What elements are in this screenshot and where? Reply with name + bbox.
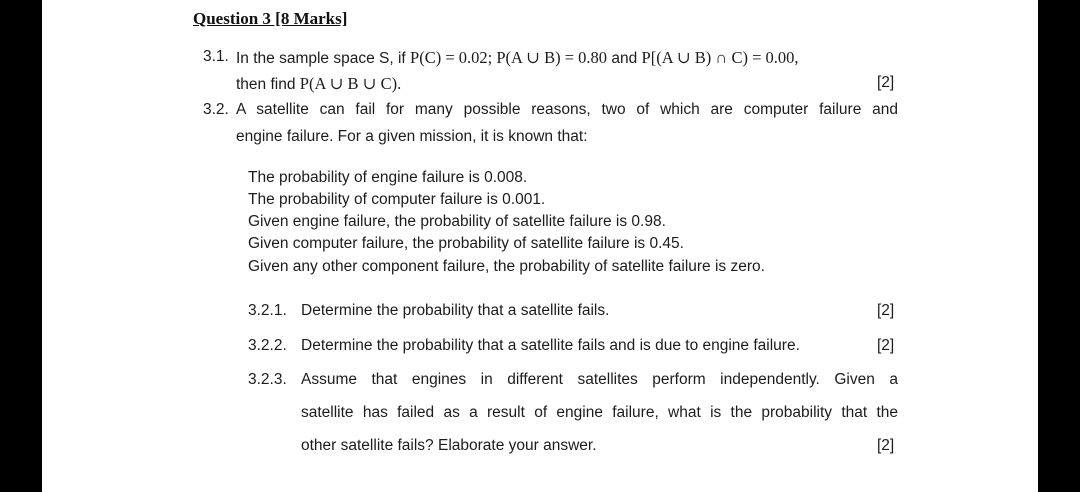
q31-and: and (611, 50, 638, 67)
q31-math-intersection: P[(A ∪ B) ∩ C) = 0.00, (641, 48, 799, 67)
q321-number: 3.2.1. (248, 302, 287, 319)
q322-number: 3.2.2. (248, 337, 287, 354)
q321-marks: [2] (877, 302, 895, 319)
q32-line2: engine failure. For a given mission, it is known that: (236, 128, 588, 145)
question-title: Question 3 [8 Marks] (193, 9, 348, 28)
q31-line1 (236, 48, 799, 68)
q31-then-find: then find (236, 76, 296, 93)
q323-number: 3.2.3. (248, 371, 287, 388)
q323-marks: [2] (877, 437, 895, 454)
q31-prefix: In the sample space S, if (236, 50, 406, 67)
q31-math-target: P(A ∪ B ∪ C). (299, 74, 402, 93)
fact-given-other: Given any other component failure, the probability of satellite failure is zero. (248, 258, 765, 275)
fact-given-engine: Given engine failure, the probability of satellite failure is 0.98. (248, 213, 666, 230)
q31-line2 (236, 74, 401, 94)
q322-marks: [2] (877, 337, 895, 354)
q323-line1: Assume that engines in different satellites perform independently. Given a (301, 371, 898, 388)
q323-line2: satellite has failed as a result of engine failure, what is the probability that the (301, 404, 898, 421)
q322-text: Determine the probability that a satellite fails and is due to engine failure. (301, 337, 800, 354)
q31-math-given: P(C) = 0.02; P(A ∪ B) = 0.80 (410, 48, 608, 67)
q31-number: 3.1. (203, 48, 229, 65)
q32-line1: A satellite can fail for many possible reasons, two of which are computer failure and (236, 101, 898, 118)
q32-number: 3.2. (203, 101, 229, 118)
document-page (42, 0, 1038, 492)
q31-marks: [2] (877, 74, 895, 91)
fact-computer-failure: The probability of computer failure is 0.001. (248, 191, 546, 208)
fact-given-computer: Given computer failure, the probability of satellite failure is 0.45. (248, 235, 684, 252)
q323-line3: other satellite fails? Elaborate your answer. (301, 437, 597, 454)
q321-text: Determine the probability that a satellite fails. (301, 302, 610, 319)
fact-engine-failure: The probability of engine failure is 0.008. (248, 169, 528, 186)
